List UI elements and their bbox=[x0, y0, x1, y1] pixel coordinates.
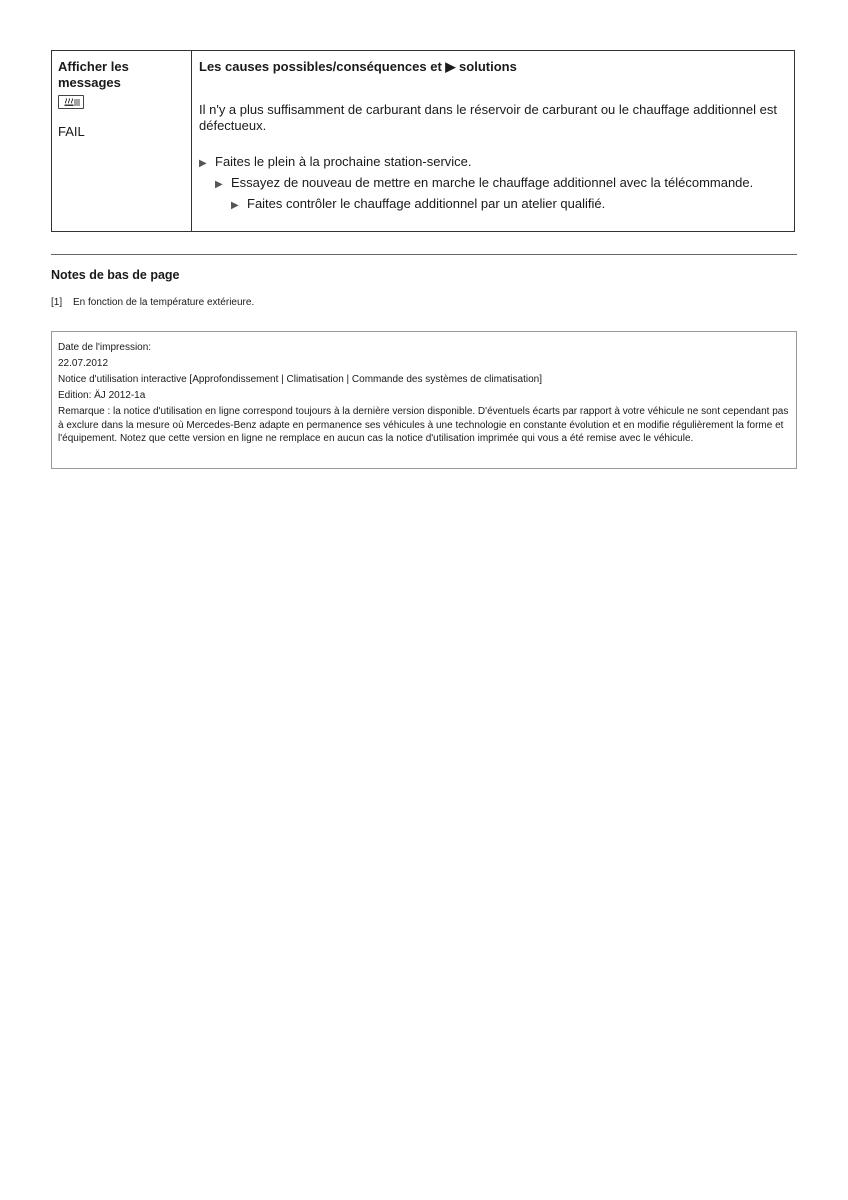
status-fail: FAIL bbox=[58, 124, 85, 139]
solution-step bbox=[199, 154, 787, 172]
step-arrow-icon: ▶ bbox=[199, 158, 207, 169]
causes-header-suffix: solutions bbox=[459, 59, 517, 74]
manual-path: Notice d'utilisation interactive [Approfondissement | Climatisation | Commande des systèmes de climatisation] bbox=[58, 374, 542, 385]
print-date: 22.07.2012 bbox=[58, 358, 109, 369]
remark: Remarque : la notice d'utilisation en ligne correspond toujours à la dernière version disponible. D'éventuels écarts par rapport à votre véhicule ne sont cependant pas à exclure dans la mesure où Mercedes-Benz adapte en permanence ses véhicules à une technologie en constante évolution et en modifie régulièrement la forme et l'équipement. Notez que cette version en ligne ne remplace en aucun cas la notice d'utilisation imprimée qui vous a été remise avec le véhicule. bbox=[58, 406, 789, 444]
footnote-divider bbox=[51, 254, 797, 255]
causes-solutions-header bbox=[199, 59, 787, 75]
footnotes-title: Notes de bas de page bbox=[51, 268, 180, 282]
display-messages-header: Afficher les messages bbox=[58, 59, 129, 90]
footnote-number: [1] bbox=[51, 297, 63, 308]
cause-description: Il n'y a plus suffisamment de carburant dans le réservoir de carburant ou le chauffage additionnel est défectueux. bbox=[199, 102, 777, 133]
solution-step bbox=[199, 175, 787, 193]
solution-step-text: Faites contrôler le chauffage additionnel par un atelier qualifié. bbox=[247, 196, 606, 211]
print-info-box bbox=[51, 331, 797, 469]
footnote-item bbox=[51, 297, 254, 308]
solution-step bbox=[199, 196, 787, 214]
causes-solutions-column bbox=[192, 51, 794, 231]
edition: Edition: ÄJ 2012-1a bbox=[58, 390, 146, 401]
step-arrow-icon: ▶ bbox=[215, 179, 223, 190]
causes-header-prefix: Les causes possibles/conséquences et bbox=[199, 59, 442, 74]
print-date-label: Date de l'impression: bbox=[58, 342, 152, 353]
play-arrow-icon: ▶ bbox=[445, 59, 456, 74]
display-messages-column bbox=[52, 51, 192, 231]
message-table bbox=[51, 50, 795, 232]
solution-step-text: Faites le plein à la prochaine station-service. bbox=[215, 154, 472, 169]
step-arrow-icon: ▶ bbox=[231, 200, 239, 211]
auxiliary-heater-icon bbox=[58, 95, 84, 109]
footnote-text: En fonction de la température extérieure. bbox=[73, 297, 255, 308]
solution-step-text: Essayez de nouveau de mettre en marche le chauffage additionnel avec la télécommande. bbox=[231, 175, 754, 190]
